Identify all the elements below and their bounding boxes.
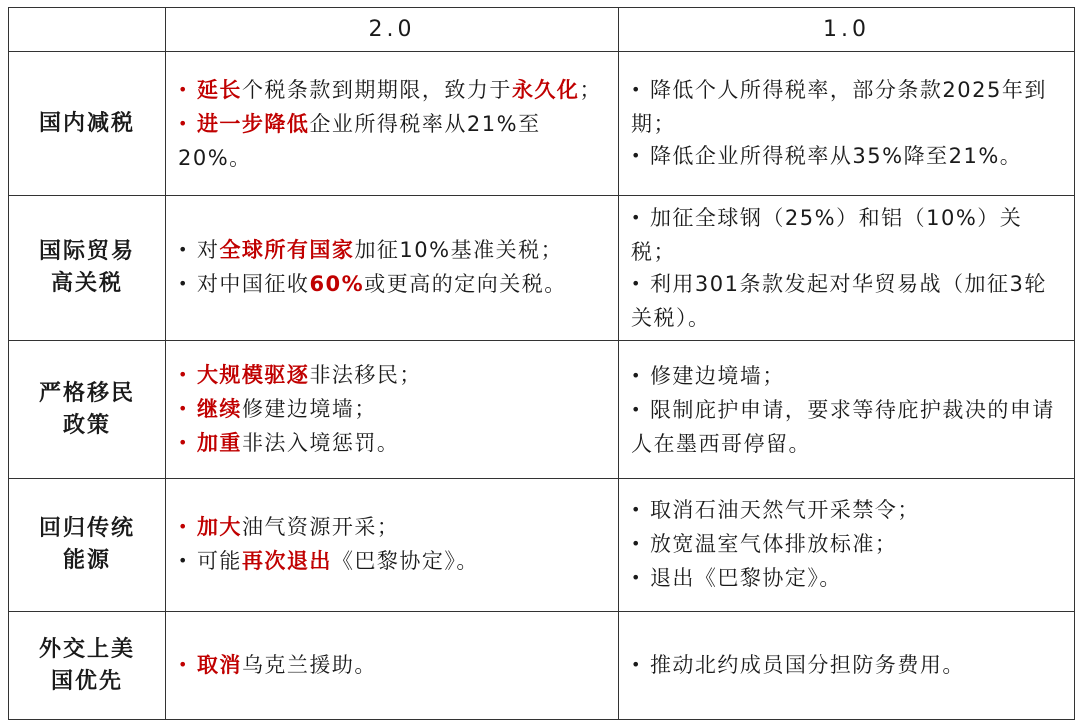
cell-v1	[619, 479, 1075, 612]
bullet-icon: •	[631, 145, 642, 165]
highlight-text: 60%	[309, 272, 365, 296]
bullet-text: 加征全球钢（25%）和铝（10%）关税；	[631, 206, 1023, 264]
table-row	[9, 196, 1075, 341]
table-row	[9, 612, 1075, 720]
cell-v1	[619, 52, 1075, 196]
header-v1: 1.0	[619, 8, 1075, 52]
bullet-item	[178, 108, 608, 174]
highlight-text: 永久化	[511, 77, 580, 102]
bullet-icon: •	[631, 534, 642, 553]
bullet-item	[631, 649, 1064, 683]
category-line: 政策	[62, 412, 111, 438]
bullet-icon: •	[178, 79, 189, 99]
bullet-text: 《巴黎协定》。	[331, 549, 479, 573]
bullet-item	[631, 268, 1064, 334]
bullet-icon: •	[178, 517, 189, 536]
bullet-icon: •	[178, 432, 189, 452]
header-row	[9, 8, 1075, 52]
bullet-icon: •	[631, 274, 642, 293]
bullet-text: 企业所得税率从21%至20%。	[178, 111, 541, 170]
highlight-text: 取消	[196, 652, 242, 677]
bullet-item	[631, 140, 1064, 174]
highlight-text: 进一步降低	[196, 111, 310, 136]
bullet-icon: •	[178, 654, 189, 674]
category-line: 外交上美	[38, 636, 135, 662]
bullet-text: ；	[579, 77, 602, 102]
bullet-text: 非法入境惩罚。	[241, 430, 400, 455]
category-line: 国内减税	[38, 110, 135, 136]
bullet-text: 退出《巴黎协定》。	[649, 566, 842, 590]
bullet-item	[631, 528, 1064, 562]
bullet-icon: •	[631, 79, 642, 99]
category-line: 回归传统	[38, 516, 135, 541]
highlight-text: 延长	[196, 77, 242, 102]
table-row	[9, 341, 1075, 479]
table-row	[9, 479, 1075, 612]
cell-v2	[166, 52, 619, 196]
bullet-text: 修建边境墙；	[649, 363, 785, 388]
bullet-text: 或更高的定向关税。	[364, 272, 567, 296]
bullet-icon: •	[631, 365, 642, 385]
category-line: 能源	[62, 548, 111, 573]
bullet-item	[631, 360, 1064, 394]
bullet-item	[178, 393, 608, 427]
bullet-item	[178, 649, 608, 683]
highlight-text: 加大	[196, 515, 242, 539]
highlight-text: 大规模驱逐	[196, 362, 310, 387]
row-category	[9, 479, 166, 612]
bullet-text: 修建边境墙；	[241, 396, 377, 421]
bullet-text: 油气资源开采；	[241, 515, 400, 539]
cell-v1	[619, 196, 1075, 341]
bullet-text: 可能	[196, 549, 242, 573]
header-v2: 2.0	[166, 8, 619, 52]
bullet-text: 乌克兰援助。	[241, 652, 377, 677]
bullet-item	[631, 562, 1064, 596]
row-category	[9, 612, 166, 720]
bullet-text: 加征10%基准关税；	[354, 238, 564, 262]
cell-v2	[166, 196, 619, 341]
category-line: 严格移民	[38, 380, 135, 406]
highlight-text: 全球所有国家	[219, 238, 355, 262]
highlight-text: 再次退出	[241, 549, 332, 573]
category-line: 国际贸易	[38, 239, 135, 264]
bullet-text: 利用301条款发起对华贸易战（加征3轮关税）。	[631, 272, 1047, 330]
cell-v1	[619, 341, 1075, 479]
bullet-item	[631, 494, 1064, 528]
bullet-icon: •	[631, 500, 642, 519]
bullet-icon: •	[631, 208, 642, 227]
bullet-text: 放宽温室气体排放标准；	[649, 532, 898, 556]
bullet-text: 取消石油天然气开采禁令；	[649, 498, 920, 522]
header-blank-cell	[9, 8, 166, 52]
bullet-icon: •	[178, 398, 189, 418]
bullet-text: 非法移民；	[309, 362, 422, 387]
cell-v2	[166, 612, 619, 720]
bullet-item	[631, 394, 1064, 460]
bullet-icon: •	[178, 113, 189, 133]
comparison-table	[8, 7, 1075, 720]
bullet-icon: •	[631, 399, 642, 419]
bullet-item	[178, 359, 608, 393]
bullet-icon: •	[178, 240, 189, 259]
table-body	[9, 52, 1075, 720]
cell-v2	[166, 479, 619, 612]
bullet-item	[631, 74, 1064, 140]
row-category	[9, 52, 166, 196]
bullet-item	[178, 234, 608, 268]
row-category	[9, 196, 166, 341]
bullet-item	[631, 202, 1064, 268]
bullet-icon: •	[178, 364, 189, 384]
bullet-icon: •	[178, 551, 189, 570]
bullet-text: 降低企业所得税率从35%降至21%。	[649, 143, 1023, 168]
bullet-icon: •	[631, 568, 642, 587]
bullet-item	[178, 74, 608, 108]
table-row	[9, 52, 1075, 196]
bullet-item	[178, 268, 608, 302]
bullet-text: 推动北约成员国分担防务费用。	[649, 652, 965, 677]
bullet-icon: •	[631, 654, 642, 674]
bullet-icon: •	[178, 274, 189, 293]
highlight-text: 继续	[196, 396, 242, 421]
bullet-item	[178, 511, 608, 545]
bullet-text: 降低个人所得税率，部分条款2025年到期；	[631, 77, 1047, 136]
cell-v2	[166, 341, 619, 479]
highlight-text: 加重	[196, 430, 242, 455]
cell-v1	[619, 612, 1075, 720]
bullet-text: 限制庇护申请，要求等待庇护裁决的申请人在墨西哥停留。	[631, 397, 1055, 456]
row-category	[9, 341, 166, 479]
bullet-text: 个税条款到期期限，致力于	[241, 77, 512, 102]
bullet-text: 对	[196, 238, 220, 262]
bullet-item	[178, 427, 608, 461]
category-line: 高关税	[50, 271, 123, 296]
bullet-text: 对中国征收	[196, 272, 310, 296]
bullet-item	[178, 545, 608, 579]
category-line: 国优先	[50, 668, 123, 694]
